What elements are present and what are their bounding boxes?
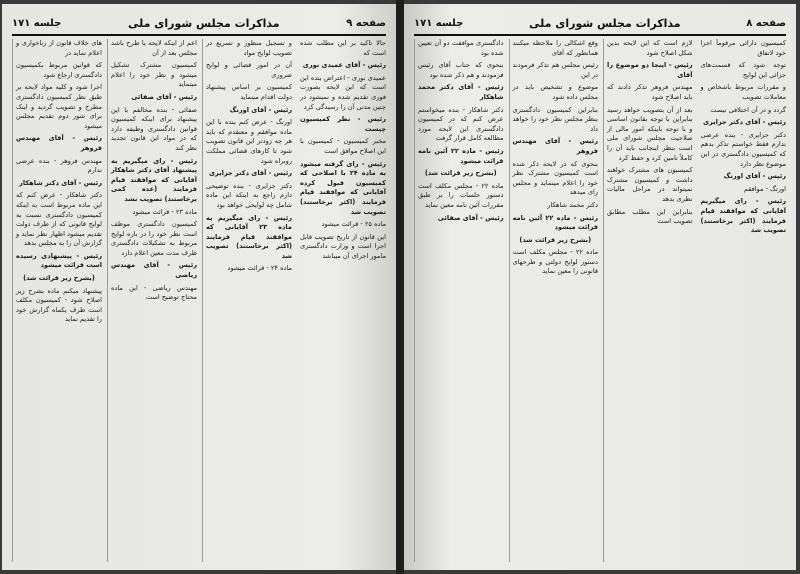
- paragraph: دکتر شاهکار - عرض کنم که این ماده مربوط است به اینکه کمیسیون دادگستری نسبت به لوایح قانونی که از طرف دولت تقدیم میشود اظهار نظر نماید و گزارش آن را به مجلس بدهد: [16, 191, 102, 248]
- paragraph: دکتر جزایری - بنده عرضی ندارم فقط خواستم تذکر بدهم که کمیسیون دادگستری در این موضوع نظر دارد: [700, 130, 786, 168]
- paragraph: رئیس - پیشنهادی رسیده است قرائت میشود: [16, 251, 102, 270]
- right-page: [404, 4, 796, 570]
- paragraph: کمیسیون بر اساس پیشنهاد دولت اقدام مینماید: [206, 83, 292, 101]
- paragraph: دکتر شاهکار - بنده میخواستم عرض کنم که در کمیسیون دادگستری این لایحه مورد مطالعه کامل قرار گرفت: [418, 105, 504, 143]
- paragraph: بعد از آن بتصویب خواهد رسید بنابراین با توجه بقانون اساسی و با توجه باینکه امور مالی از صلاحیت مجلس شورای ملی است بنظر اینجانب باید آن را کاملاً تامین کرد و حفظ کرد: [607, 105, 693, 162]
- text-column: [107, 39, 197, 562]
- book-spine: [396, 0, 404, 574]
- paragraph: رئیس - نظر کمیسیون چیست: [300, 115, 386, 133]
- paragraph: رئیس - آقای دکتر جزایری: [208, 169, 292, 178]
- paragraph: لازم است که این لایحه بدین شکل اصلاح شود: [607, 39, 693, 57]
- text-column: [698, 39, 787, 562]
- paragraph: رئیس - رای گرفته میشود به ماده ۲۴ با اصلاحی که کمیسیون قبول کرده آقایانی که موافقند قیام فرمایند (اکثر برخاستند) تصویب شد: [300, 159, 386, 216]
- paragraph: رئیس - آقای صفائی: [437, 213, 504, 222]
- paragraph: کمیسیون مشترک تشکیل میشود و نظر خود را اعلام مینماید: [111, 61, 197, 89]
- left-page: [2, 4, 396, 570]
- paragraph: (بشرح زیر قرائت شد): [519, 235, 592, 244]
- paragraph: رئیس - آقای دکتر محمد شاهکار: [418, 83, 504, 101]
- paragraph: رئیس - آقای اورنگ: [229, 105, 292, 114]
- right-page-header: [414, 14, 786, 32]
- session-number: جلسه ۱۷۱: [12, 17, 62, 29]
- paragraph: دادگستری موافقت دو آن تعیین شده بود: [418, 39, 504, 57]
- paragraph: مخبر کمیسیون - کمیسیون با این اصلاح موافق است: [300, 137, 386, 155]
- paragraph: رئیس - ماده ۲۲ آئین نامه قرائت میشود: [512, 213, 598, 232]
- left-page-header: [12, 14, 386, 32]
- paragraph: آن در امور قضائی و لوایح ضروری: [206, 61, 292, 79]
- paragraph: رئیس - رای میگیریم به پیشنهاد آقای دکتر شاهکار آقایانی که موافقند قیام فرمایند (عده کمی برخاستند) تصویب نشد: [111, 156, 197, 203]
- paragraph: که قوانین مربوط بکمیسیون دادگستری ارجاع شود: [16, 61, 102, 79]
- paragraph: این قانون از تاریخ تصویب قابل اجرا است و وزارت دادگستری مامور اجرای آن میباشد: [300, 232, 386, 260]
- paragraph: ماده ۲۴ - قرائت میشود: [227, 264, 292, 273]
- paragraph: ماده ۲۵ - قرائت میشود: [321, 220, 386, 229]
- paragraph: رئیس - آقای مهندس فروهر: [16, 134, 102, 152]
- paragraph: رئیس - آقای دکتر جزایری: [702, 118, 786, 127]
- session-number: جلسه ۱۷۱: [414, 17, 464, 29]
- paragraph: رئیس - آقای اورنگ: [723, 172, 786, 181]
- left-page-columns: [12, 39, 386, 562]
- paragraph: رئیس - رای میگیریم به ماده ۲۳ آقایانی که موافقند قیام فرمایند (اکثر برخاستند) تصویب شد: [206, 213, 292, 260]
- paragraph: مهندس فروهر - بنده عرضی ندارم: [16, 156, 102, 175]
- paragraph: کمیسیون های مشترک خواهند داشت و کمیسیون مشترک نمیتواند در مراحل مالیات نظری بدهد: [607, 166, 693, 203]
- header-rule: [414, 34, 786, 36]
- paragraph: بنحوی که جناب آقای رئیس فرمودند و هم ذکر شده بود: [418, 61, 504, 79]
- text-column: [603, 39, 693, 562]
- paragraph: های خلاف قانون از رباخواری و اعلام نماید در: [16, 39, 102, 57]
- paragraph: و تسجیل منظور و تسریع در تصویب لوایح مواد: [206, 39, 292, 57]
- paragraph: بنابراین کمیسیون دادگستری بنظر مجلس نظر خود را خواهد داد: [512, 105, 598, 133]
- paragraph: رئیس - رای میگیریم آقایانی که موافقند قیام فرمایند (اکثر برخاستند) تصویب شد: [700, 197, 786, 235]
- right-page-columns: [414, 39, 786, 562]
- paragraph: دکتر محمد شاهکار: [547, 200, 598, 209]
- paragraph: وقع اشکالی را ملاحظه میکنند همانطور که آقای: [512, 39, 598, 57]
- paragraph: رئیس - ماده ۲۲ آئین نامه قرائت میشود: [418, 146, 504, 165]
- paragraph: رئیس - اینجا دو موضوع را آقای: [607, 61, 693, 79]
- text-column: [12, 39, 102, 562]
- paragraph: موضوع و تشخیص باید در مجلس داده شود: [512, 83, 598, 101]
- paragraph: عمیدی نوری - اعتراض بنده این است که این لایحه بصورت فوری تقدیم شده و نمیشود در چنین مدتی آن را رسیدگی کرد: [300, 73, 386, 111]
- paragraph: رئیس مجلس هم تذکر فرمودند در این: [512, 61, 598, 79]
- paragraph: دکتر جزایری - بنده توضیحی دارم راجع به اینکه این ماده شامل چه لوایحی خواهد بود: [206, 181, 292, 209]
- text-column: [297, 39, 386, 562]
- paragraph: (بشرح زیر قرائت شد): [424, 169, 497, 178]
- paragraph: اعم از اینکه لایحه یا طرح باشد مجلس بعد از آن: [111, 39, 197, 57]
- paragraph: رئیس - آقای عمیدی نوری: [302, 61, 386, 70]
- paragraph: اورنگ - موافقم: [743, 184, 786, 193]
- paragraph: رئیس - آقای مهندس فروهر: [512, 137, 598, 155]
- paragraph: گردد و در آن اختلافی نیست: [710, 105, 786, 114]
- page-title: مذاکرات مجلس شورای ملی: [529, 16, 681, 30]
- paragraph: کمیسیون دادگستری موظف است نظر خود را در باره لوایح مربوط به تشکیلات دادگستری ظرف مدت معین اعلام دارد: [111, 220, 197, 257]
- page-number: صفحه ۸: [746, 17, 786, 29]
- paragraph: مهندس ریاضی - این ماده محتاج توضیح است: [111, 283, 197, 302]
- paragraph: رئیس - آقای مهندس ریاضی: [111, 261, 197, 280]
- text-column: [202, 39, 292, 562]
- paragraph: بنابراین این مطلب مطابق تصویب است: [607, 207, 693, 226]
- paragraph: ماده ۲۲ - مجلس مکلف است دستور جلسات را بر طبق مقررات آئین نامه معین نماید: [418, 181, 504, 209]
- text-column: [414, 39, 504, 562]
- paragraph: حالا تاکید بر این مطلب شده است که: [300, 39, 386, 57]
- page-number: صفحه ۹: [346, 17, 386, 29]
- page-title: مذاکرات مجلس شورای ملی: [128, 16, 280, 30]
- paragraph: صفائی - بنده مخالفم با این پیشنهاد برای اینکه کمیسیون قوانین دادگستری وظیفه دارد که در مواد این قانون تجدید نظر کند: [111, 105, 197, 152]
- paragraph: اورنگ - عرض کنم بنده با این ماده موافقم و معتقدم که باید هر چه زودتر این قانون تصویب شود تا کارهای قضائی مملکت روبراه شود: [206, 118, 292, 165]
- paragraph: رئیس - آقای صفائی: [131, 92, 197, 101]
- paragraph: مهندس فروهر تذکر دادند که باید اصلاح شود: [607, 83, 693, 101]
- paragraph: ماده ۲۳ - قرائت میشود: [132, 207, 197, 216]
- paragraph: اجرا شود و کلیه مواد لایحه بر طبق نظر کمیسیون دادگستری مطرح و تصویب گردید و اینک برای شور دوم تقدیم مجلس میشود: [16, 83, 102, 130]
- paragraph: ماده ۲۲ - مجلس مکلف است دستور لوایح دولتی و طرحهای قانونی را معین نماید: [512, 248, 598, 276]
- paragraph: و مقررات مربوط باشخاص و معاملات تصویب: [700, 83, 786, 101]
- paragraph: بنحوی که در لایحه ذکر شده است کمیسیون مشترک نظر خود را اعلام مینماید و مجلس رای میدهد: [512, 159, 598, 197]
- header-rule: [12, 34, 386, 36]
- text-column: [509, 39, 599, 562]
- paragraph: توجه شود که قسمت‌های جزائی این لوایح: [700, 61, 786, 79]
- paragraph: رئیس - آقای دکتر شاهکار: [19, 178, 102, 187]
- paragraph: (بشرح زیر قرائت شد): [23, 274, 95, 283]
- paragraph: پیشنهاد میکنم ماده بشرح زیر اصلاح شود - کمیسیون مکلف است ظرف یکماه گزارش خود را تقدیم نماید: [16, 286, 102, 324]
- paragraph: کمیسیون دارائی مرقوماً اجرا خود لاتفاق: [700, 39, 786, 57]
